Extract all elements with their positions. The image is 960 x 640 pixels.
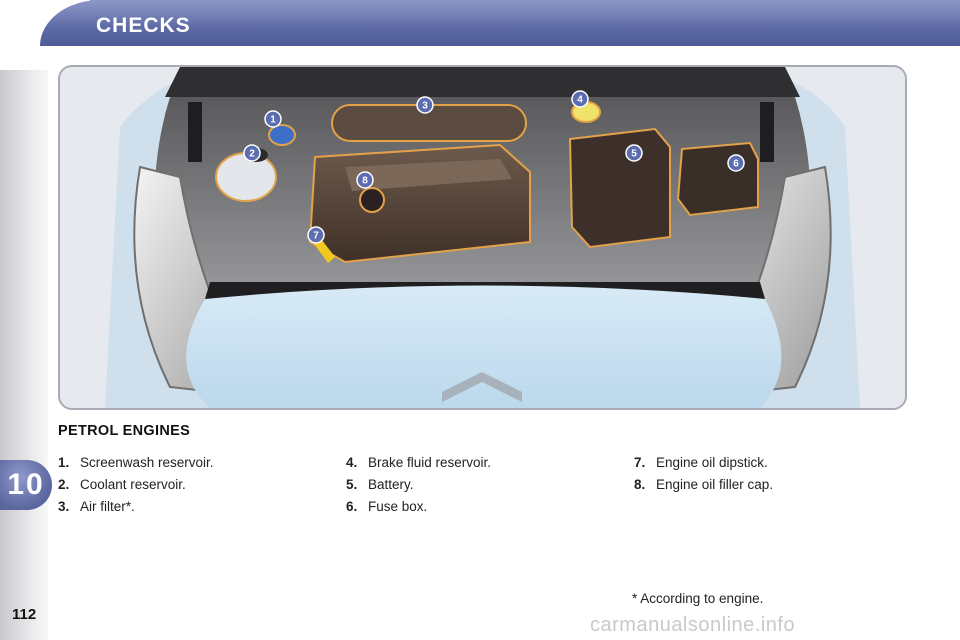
legend-text: Engine oil dipstick. (656, 455, 768, 470)
legend-number: 6. (346, 499, 358, 514)
legend-item (346, 477, 596, 499)
callout-7 (308, 227, 324, 243)
battery (570, 129, 670, 247)
callout-1 (265, 111, 281, 127)
watermark: carmanualsonline.info (590, 614, 796, 636)
callout-number: 3 (422, 100, 428, 112)
callout-3 (417, 97, 433, 113)
legend-number: 1. (58, 455, 70, 470)
legend-column-1 (58, 455, 308, 521)
callout-number: 5 (631, 148, 637, 160)
callout-number: 2 (249, 148, 255, 160)
callout-number: 6 (733, 158, 739, 170)
legend-text: Engine oil filler cap. (656, 477, 774, 492)
legend-item (58, 455, 308, 477)
callout-4 (572, 91, 588, 107)
bonnet-underside (165, 67, 800, 97)
callout-2 (244, 145, 260, 161)
legend-column-3 (634, 455, 884, 499)
callout-number: 1 (270, 114, 276, 126)
page-number: 112 (12, 606, 37, 623)
legend-number: 2. (58, 477, 70, 492)
fuse-box (678, 143, 758, 215)
engine-type-heading: PETROL ENGINES (58, 423, 191, 439)
legend-column-2 (346, 455, 596, 521)
coolant-reservoir (216, 153, 276, 201)
legend-text: Air filter*. (80, 499, 135, 514)
bonnet-strut-right (760, 102, 774, 162)
legend-number: 4. (346, 455, 358, 470)
legend-item (58, 477, 308, 499)
legend-number: 8. (634, 477, 646, 492)
callout-number: 7 (313, 230, 319, 242)
engine-bay-drawing (60, 67, 905, 408)
legend-number: 7. (634, 455, 646, 470)
legend-item (634, 455, 884, 477)
callout-number: 8 (362, 175, 368, 187)
legend-item (346, 455, 596, 477)
callout-6 (728, 155, 744, 171)
section-title: CHECKS (96, 14, 191, 37)
bonnet-front (186, 286, 781, 409)
sidebar-strip (0, 70, 48, 640)
legend-text: Fuse box. (368, 499, 428, 514)
legend-item (58, 499, 308, 521)
legend-text: Battery. (368, 477, 414, 492)
callout-number: 4 (577, 94, 583, 106)
engine-bay-illustration (58, 65, 907, 410)
legend-item (346, 499, 596, 521)
legend-text: Screenwash reservoir. (80, 455, 214, 470)
chapter-badge: 10 (0, 460, 52, 510)
bonnet-strut-left (188, 102, 202, 162)
legend-number: 3. (58, 499, 70, 514)
legend-text: Brake fluid reservoir. (368, 455, 492, 470)
callout-8 (357, 172, 373, 188)
legend-item (634, 477, 884, 499)
oil-filler-cap (360, 188, 384, 212)
screenwash-reservoir (269, 125, 295, 145)
footnote: * According to engine. (632, 591, 764, 606)
legend-number: 5. (346, 477, 358, 492)
callout-5 (626, 145, 642, 161)
legend-text: Coolant reservoir. (80, 477, 186, 492)
